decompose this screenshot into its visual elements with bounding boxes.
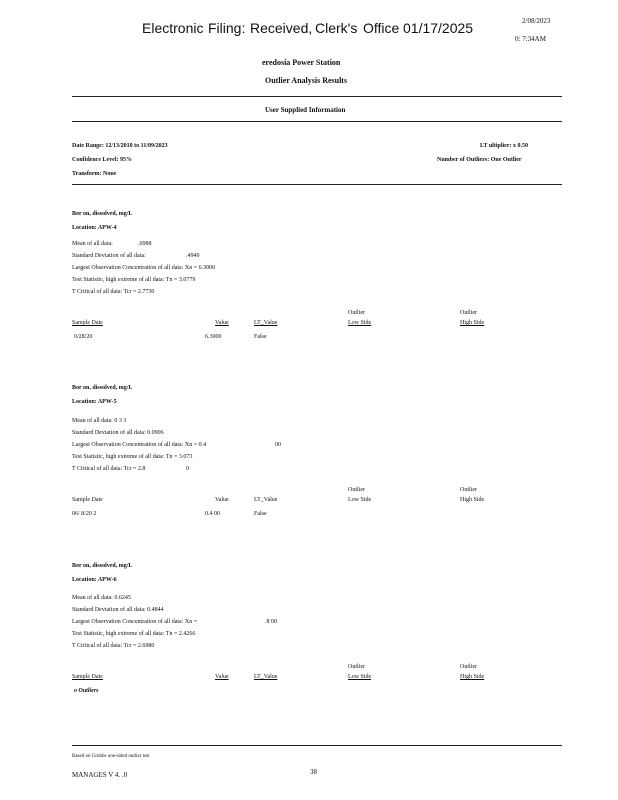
largest-observation-tail: .8 00 (265, 619, 277, 625)
col-low-side: Low Side (348, 674, 372, 680)
col-low-side: Low Side (348, 320, 372, 326)
col-outlier-low: Outlier (348, 664, 365, 670)
col-value: Value (215, 497, 229, 503)
filing-word-received: Received, (250, 20, 313, 36)
mean-value: .6988 (138, 241, 152, 247)
print-time: 0: 7:34AM (515, 35, 546, 43)
test-statistic: Test Statistic, high extreme of all data: Tn = 3.073 (72, 454, 193, 460)
col-lt-value: LT_Value (254, 497, 278, 503)
row-lt-value: False (254, 511, 267, 517)
standard-deviation: Standard Deviation of all data: 0.4844 (72, 607, 164, 613)
parameter-name: Bor on, dissolved, mg/L (72, 385, 133, 391)
row-sample-date: 06/ 8/20 2 (72, 511, 97, 517)
no-outliers-note: o Outliers (74, 688, 99, 694)
row-lt-value: False (254, 334, 267, 340)
col-outlier-low: Outlier (348, 310, 365, 316)
confidence-level: Confidence Level: 95% (72, 157, 132, 163)
footnote: Based on Grubbs one-sided outlier test (72, 754, 150, 759)
filing-word-filing: Filing: (208, 20, 246, 36)
mean: Mean of all data: 0.6245 (72, 595, 131, 601)
number-of-outliers: Number of Outliers: One Outlier (437, 157, 522, 163)
station-title: eredosia Power Station (262, 58, 341, 67)
date-range: Date Range: 12/13/2010 to 11/09/2023 (72, 143, 168, 149)
col-outlier-high: Outlier (460, 664, 477, 670)
col-high-side: High Side (460, 497, 485, 503)
print-date: 2/08/2023 (522, 17, 551, 25)
location: Location: APW-5 (72, 399, 117, 405)
col-value: Value (215, 674, 229, 680)
sd-label: Standard Deviation of all data: (72, 253, 146, 259)
test-statistic: Test Statistic, high extreme of all data: Tn = 3.0779 (72, 277, 196, 283)
divider-footer (72, 745, 562, 746)
page-number: 38 (310, 768, 317, 776)
mean-label: Mean of all data: (72, 241, 113, 247)
filing-word-electronic: Electronic (142, 20, 204, 36)
col-sample-date: Sample Date (72, 320, 103, 326)
divider-params (72, 184, 562, 185)
software-version: MANAGES V 4. .0 (72, 771, 128, 779)
col-outlier-high: Outlier (460, 487, 477, 493)
col-outlier-low: Outlier (348, 487, 365, 493)
col-lt-value: LT_Value (254, 674, 278, 680)
largest-observation-tail: 00 (275, 442, 281, 448)
col-lt-value: LT_Value (254, 320, 278, 326)
divider-top (72, 96, 562, 97)
sd-value: .4949 (186, 253, 200, 259)
test-statistic: Test Statistic, high extreme of all data: Tn = 2.4266 (72, 631, 196, 637)
filing-word-clerks: Clerk's (315, 20, 358, 36)
standard-deviation: Standard Deviation of all data: 0.0906 (72, 430, 164, 436)
transform: Transform: None (72, 171, 117, 177)
col-sample-date: Sample Date (72, 497, 103, 503)
row-sample-date: 0/28/20 (74, 334, 93, 340)
filing-date: 01/17/2025 (403, 20, 474, 36)
largest-observation: Largest Observation Concentration of all data: Xn = 6.3000 (72, 265, 216, 271)
largest-observation: Largest Observation Concentration of all data: Xn = 0.4 (72, 442, 207, 448)
location: Location: APW-6 (72, 577, 117, 583)
parameter-name: Bor on, dissolved, mg/L (72, 563, 133, 569)
t-critical: T Critical of all data: Tcr = 2.7730 (72, 289, 155, 295)
row-value: 0.4 00 (205, 511, 220, 517)
lt-multiplier: LT ultiplier: x 0.50 (480, 143, 529, 149)
user-info-heading: User Supplied Information (265, 106, 346, 114)
col-value: Value (215, 320, 229, 326)
report-title: Outlier Analysis Results (265, 76, 348, 85)
col-low-side: Low Side (348, 497, 372, 503)
parameter-name: Bor on, dissolved, mg/L (72, 211, 133, 217)
col-high-side: High Side (460, 320, 485, 326)
filing-word-office: Office (363, 20, 400, 36)
location: Location: APW-4 (72, 225, 117, 231)
col-outlier-high: Outlier (460, 310, 477, 316)
t-critical-tail: 0 (186, 466, 189, 472)
row-value: 6.3000 (205, 334, 222, 340)
t-critical: T Critical of all data: Tcr = 2.8 (72, 466, 146, 472)
divider-user-info (72, 121, 562, 122)
t-critical: T Critical of all data: Tcr = 2.6980 (72, 643, 155, 649)
col-high-side: High Side (460, 674, 485, 680)
col-sample-date: Sample Date (72, 674, 103, 680)
largest-observation: Largest Observation Concentration of all data: Xn = (72, 619, 198, 625)
mean: Mean of all data: 0 3 3 (72, 418, 127, 424)
